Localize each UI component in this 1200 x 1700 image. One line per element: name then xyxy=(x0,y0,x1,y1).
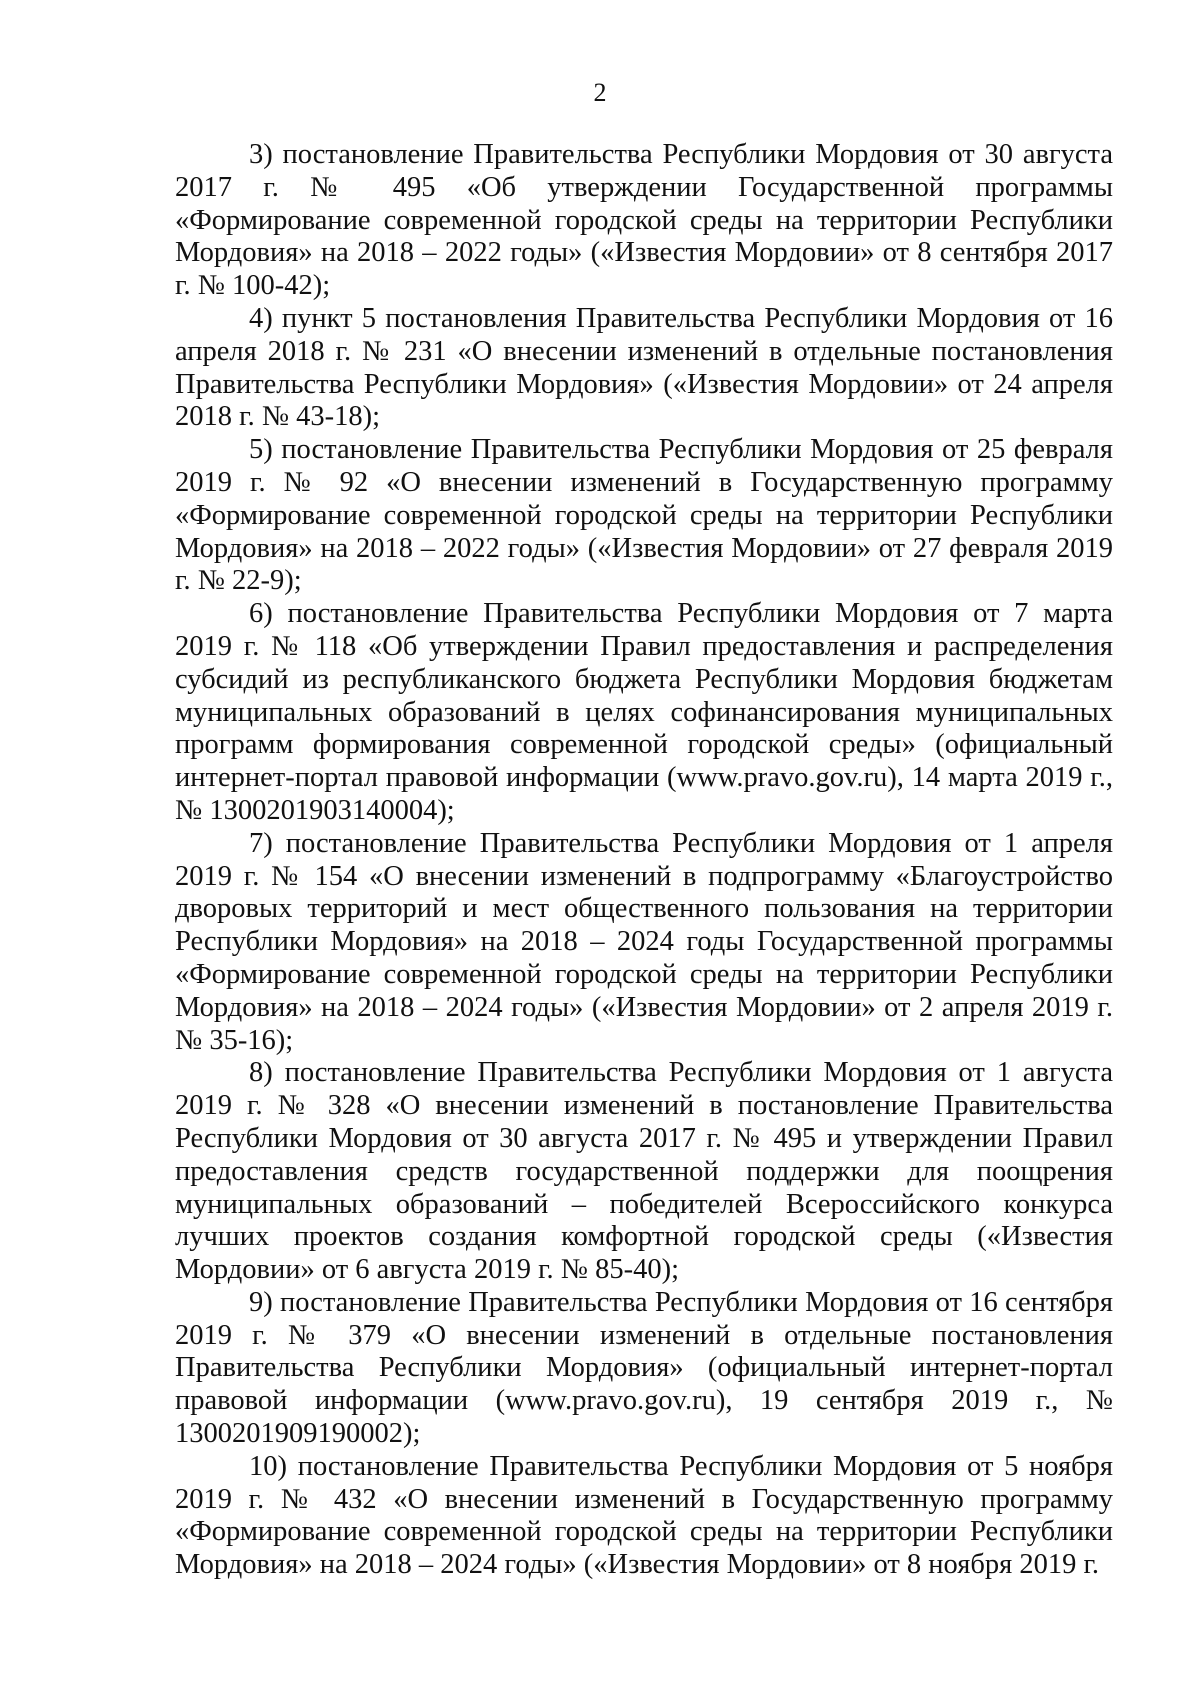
list-item-4: 4) пункт 5 постановления Правительства Республики Мордовия от 16 апреля 2018 г. № 231 «О внесении изменений в отдельные постановления Правительства Республики Мордовия» («Известия Мордовии» от 24 апреля 2018 г. № 43-18); xyxy=(175,302,1113,433)
list-item-7: 7) постановление Правительства Республики Мордовия от 1 апреля 2019 г. № 154 «О внесении изменений в подпрограмму «Благоустройство дворовых территорий и мест общественного пользования на территории Республики Мордовия» на 2018 – 2024 годы Государственной программы «Формирование современной городской среды на территории Республики Мордовия» на 2018 – 2024 годы» («Известия Мордовии» от 2 апреля 2019 г. № 35-16); xyxy=(175,827,1113,1056)
list-item-6: 6) постановление Правительства Республики Мордовия от 7 марта 2019 г. № 118 «Об утверждении Правил предоставления и распределения субсидий из республиканского бюджета Республики Мордовия бюджетам муниципальных образований в целях софинансирования муниципальных программ формирования современной городской среды» (официальный интернет-портал правовой информации (www.pravo.gov.ru), 14 марта 2019 г., № 1300201903140004); xyxy=(175,598,1113,826)
list-item-8: 8) постановление Правительства Республики Мордовия от 1 августа 2019 г. № 328 «О внесении изменений в постановление Правительства Республики Мордовия от 30 августа 2017 г. № 495 и утверждении Правил предоставления средств государственной поддержки для поощрения муниципальных образований – победителей Всероссийского конкурса лучших проектов создания комфортной городской среды («Известия Мордовии» от 6 августа 2019 г. № 85-40); xyxy=(175,1057,1113,1286)
list-item-3: 3) постановление Правительства Республики Мордовия от 30 августа 2017 г. № 495 «Об утверждении Государственной программы «Формирование современной городской среды на территории Республики Мордовия» на 2018 – 2022 годы» («Известия Мордовии» от 8 сентября 2017 г. № 100-42); xyxy=(175,139,1113,302)
list-item-10: 10) постановление Правительства Республики Мордовия от 5 ноября 2019 г. № 432 «О внесении изменений в Государственную программу «Формирование современной городской среды на территории Республики Мордовия» на 2018 – 2024 годы» («Известия Мордовии» от 8 ноября 2019 г. xyxy=(175,1450,1113,1581)
document-body xyxy=(175,139,1113,1582)
list-item-9: 9) постановление Правительства Республики Мордовия от 16 сентября 2019 г. № 379 «О внесении изменений в отдельные постановления Правительства Республики Мордовия» (официальный интернет-портал правовой информации (www.pravo.gov.ru), 19 сентября 2019 г., № 1300201909190002); xyxy=(175,1286,1113,1450)
list-item-5: 5) постановление Правительства Республики Мордовия от 25 февраля 2019 г. № 92 «О внесении изменений в Государственную программу «Формирование современной городской среды на территории Республики Мордовия» на 2018 – 2022 годы» («Известия Мордовии» от 27 февраля 2019 г. № 22-9); xyxy=(175,434,1113,597)
page-number: 2 xyxy=(593,78,607,107)
